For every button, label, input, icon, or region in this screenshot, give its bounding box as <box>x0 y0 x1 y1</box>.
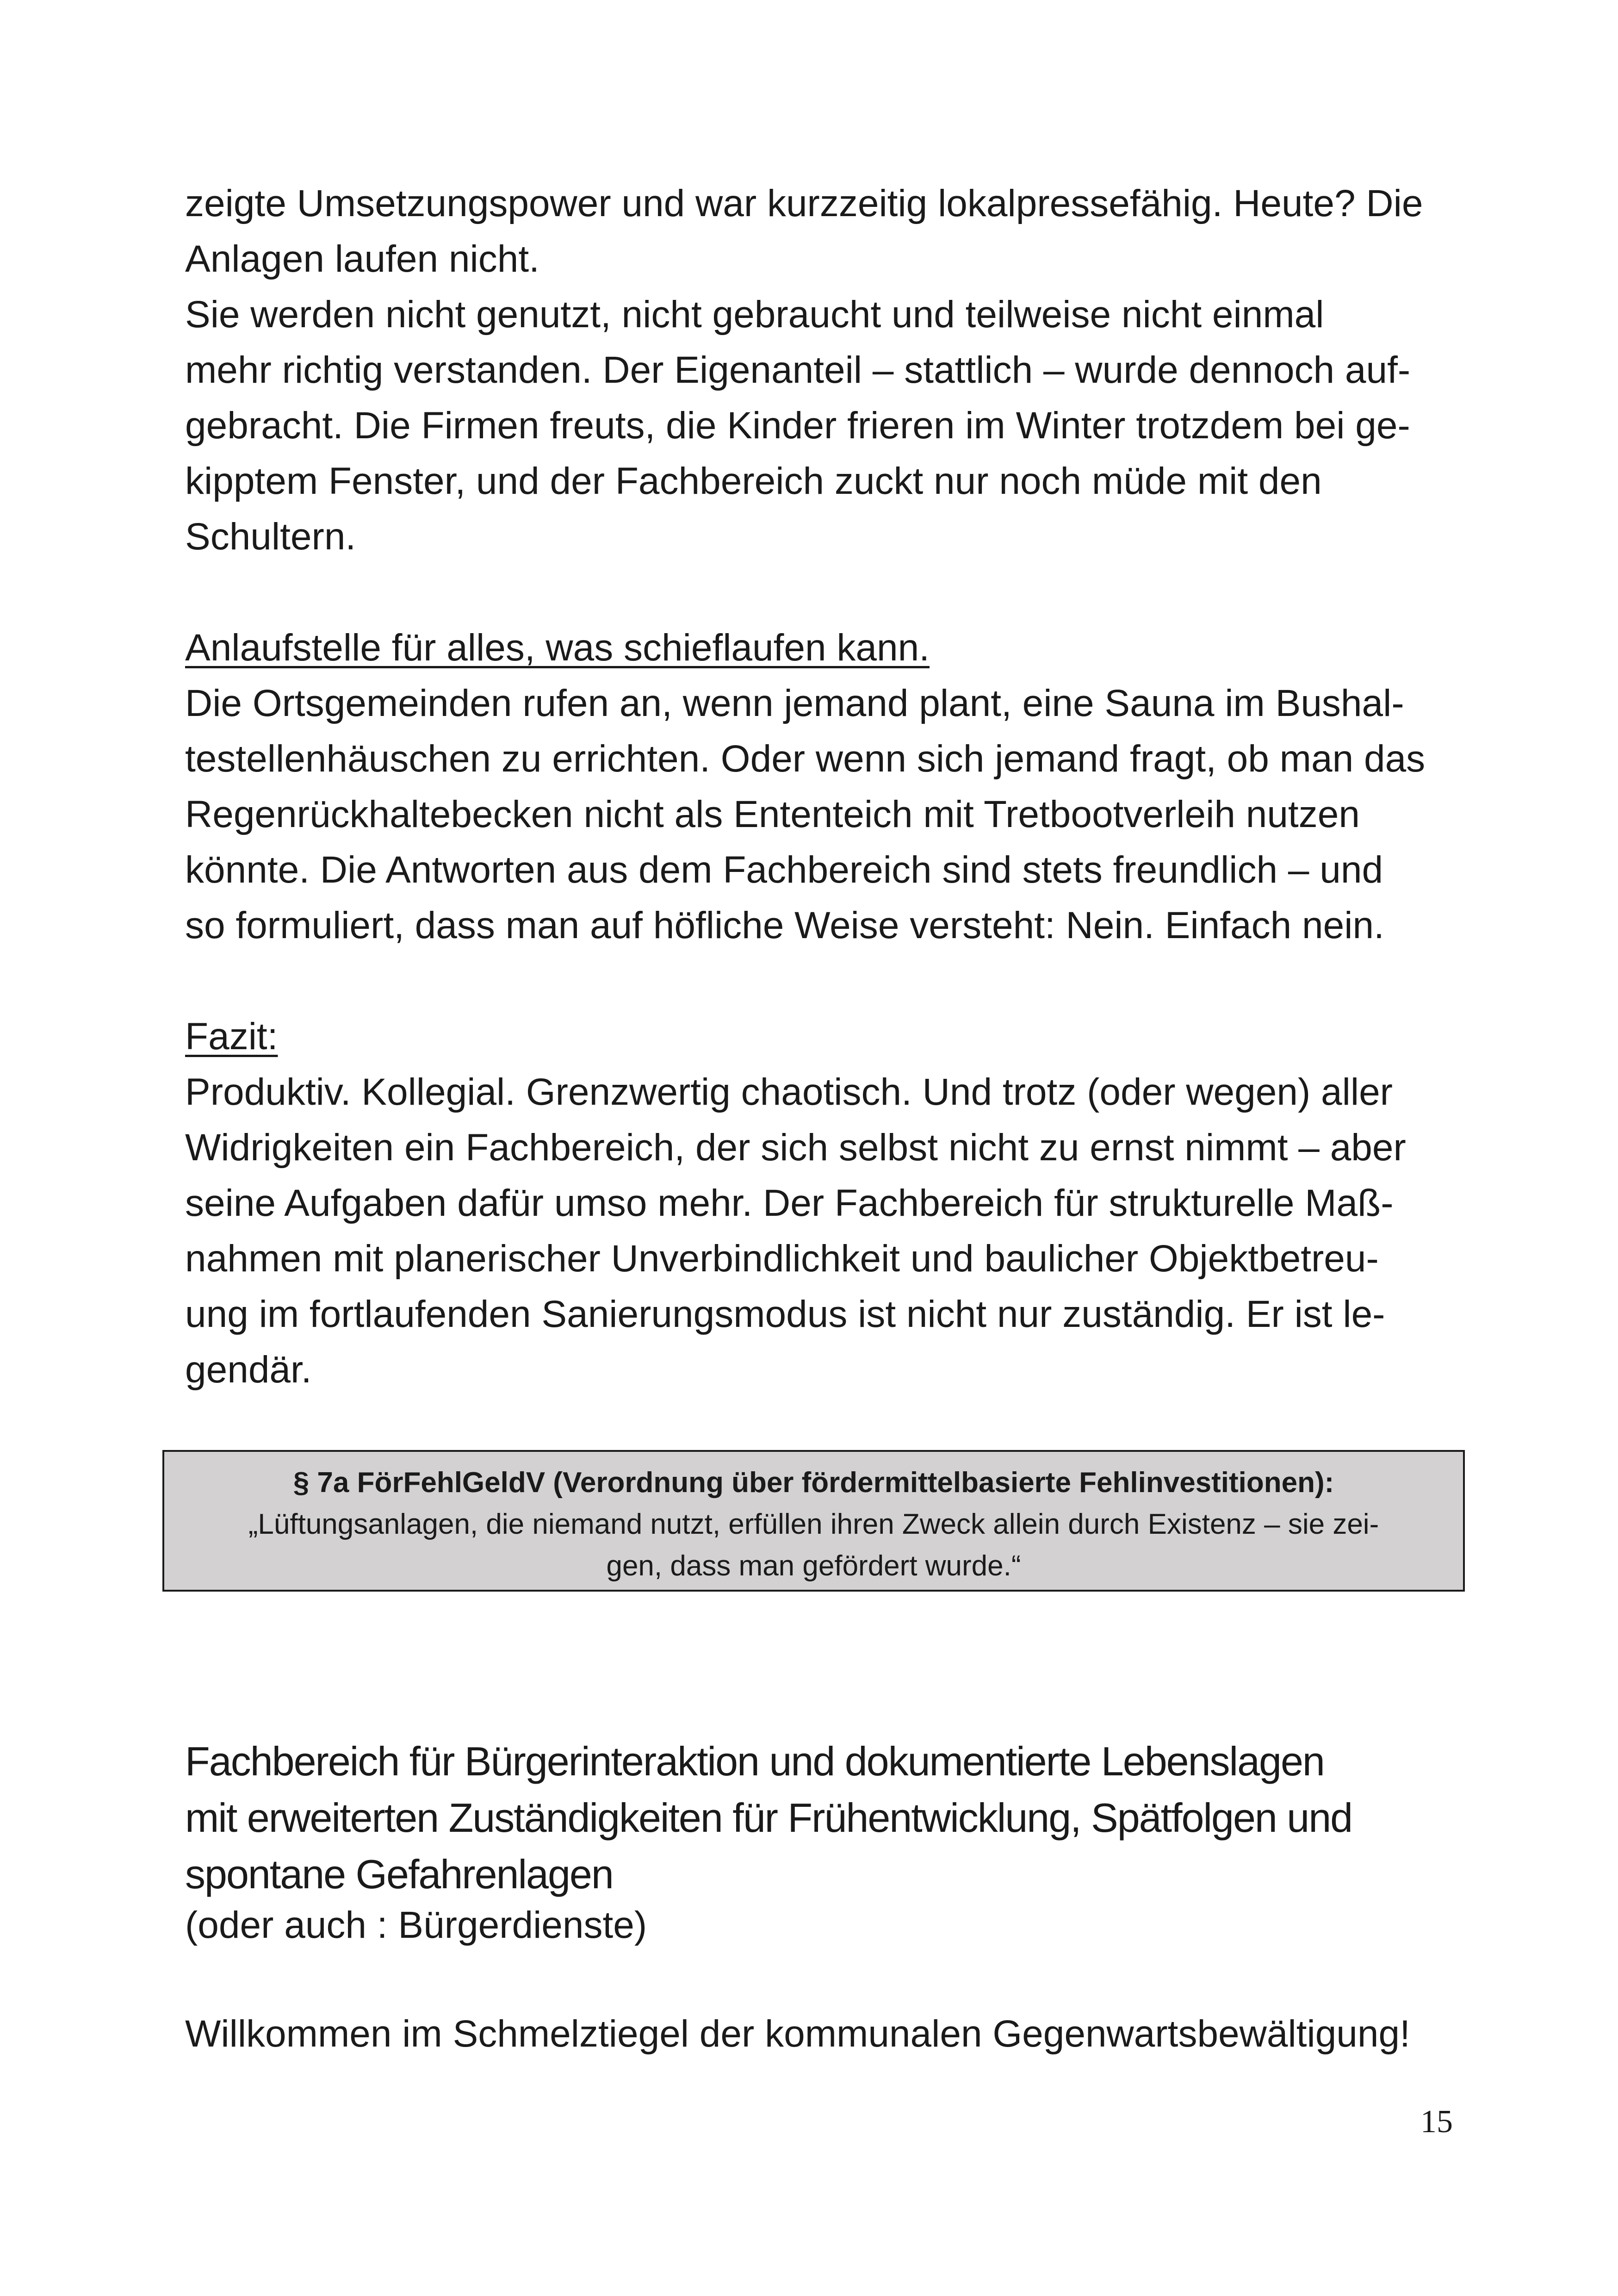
text-line: Sie werden nicht genutzt, nicht gebraucht und teilweise nicht einmal <box>185 293 1324 336</box>
text-line: nahmen mit planerischer Unverbindlichkeit und baulicher Objektbetreu- <box>185 1238 1379 1280</box>
text-line: Die Ortsgemeinden rufen an, wenn jemand plant, eine Sauna im Bushal- <box>185 682 1404 724</box>
text-line: Widrigkeiten ein Fachbereich, der sich selbst nicht zu ernst nimmt – aber <box>185 1126 1406 1169</box>
section-subtitle: (oder auch : Bürgerdienste) <box>185 1904 647 1946</box>
section-heading <box>185 1733 1453 1903</box>
text-line: könnte. Die Antworten aus dem Fachbereich sind stets freundlich – und <box>185 849 1383 891</box>
text-line: testellenhäuschen zu errichten. Oder wenn sich jemand fragt, ob man das <box>185 738 1426 780</box>
heading-line: spontane Gefahrenlagen <box>185 1851 613 1897</box>
quote-title: § 7a FörFehlGeldV (Verordnung über fördermittelbasierte Fehlinvestitionen): <box>293 1467 1334 1499</box>
text-line: Anlagen laufen nicht. <box>185 238 539 280</box>
text-line: Regenrückhaltebecken nicht als Ententeich mit Tretbootverleih nutzen <box>185 793 1360 835</box>
paragraph-fazit <box>185 1009 1453 1398</box>
text-line: Produktiv. Kollegial. Grenzwertig chaotisch. Und trotz (oder wegen) aller <box>185 1071 1393 1113</box>
welcome-line: Willkommen im Schmelztiegel der kommunalen Gegenwartsbewältigung! <box>185 2013 1410 2055</box>
paragraph-umsetzung <box>185 176 1453 565</box>
text-line: gendär. <box>185 1349 312 1391</box>
subheading-anlaufstelle: Anlaufstelle für alles, was schieflaufen kann. <box>185 627 930 669</box>
text-line: so formuliert, dass man auf höfliche Weise versteht: Nein. Einfach nein. <box>185 904 1384 946</box>
regulation-quote-box <box>162 1450 1465 1592</box>
text-line: zeigte Umsetzungspower und war kurzzeitig lokalpressefähig. Heute? Die <box>185 182 1423 224</box>
heading-line: mit erweiterten Zuständigkeiten für Frühentwicklung, Spätfolgen und <box>185 1795 1352 1841</box>
paragraph-anlaufstelle <box>185 620 1453 953</box>
heading-line: Fachbereich für Bürgerinteraktion und dokumentierte Lebenslagen <box>185 1738 1324 1784</box>
text-line: mehr richtig verstanden. Der Eigenanteil – stattlich – wurde dennoch auf- <box>185 349 1411 391</box>
quote-line: „Lüftungsanlagen, die niemand nutzt, erfüllen ihren Zweck allein durch Existenz – sie zei- <box>248 1508 1379 1540</box>
text-line: seine Aufgaben dafür umso mehr. Der Fachbereich für strukturelle Maß- <box>185 1182 1394 1224</box>
text-line: kipptem Fenster, und der Fachbereich zuckt nur noch müde mit den <box>185 460 1322 502</box>
text-line: Schultern. <box>185 516 356 558</box>
text-line: ung im fortlaufenden Sanierungsmodus ist nicht nur zuständig. Er ist le- <box>185 1293 1385 1335</box>
quote-line: gen, dass man gefördert wurde.“ <box>606 1550 1021 1582</box>
subheading-fazit: Fazit: <box>185 1015 278 1058</box>
text-line: gebracht. Die Firmen freuts, die Kinder frieren im Winter trotzdem bei ge- <box>185 404 1410 447</box>
page-number: 15 <box>1420 2104 1453 2140</box>
